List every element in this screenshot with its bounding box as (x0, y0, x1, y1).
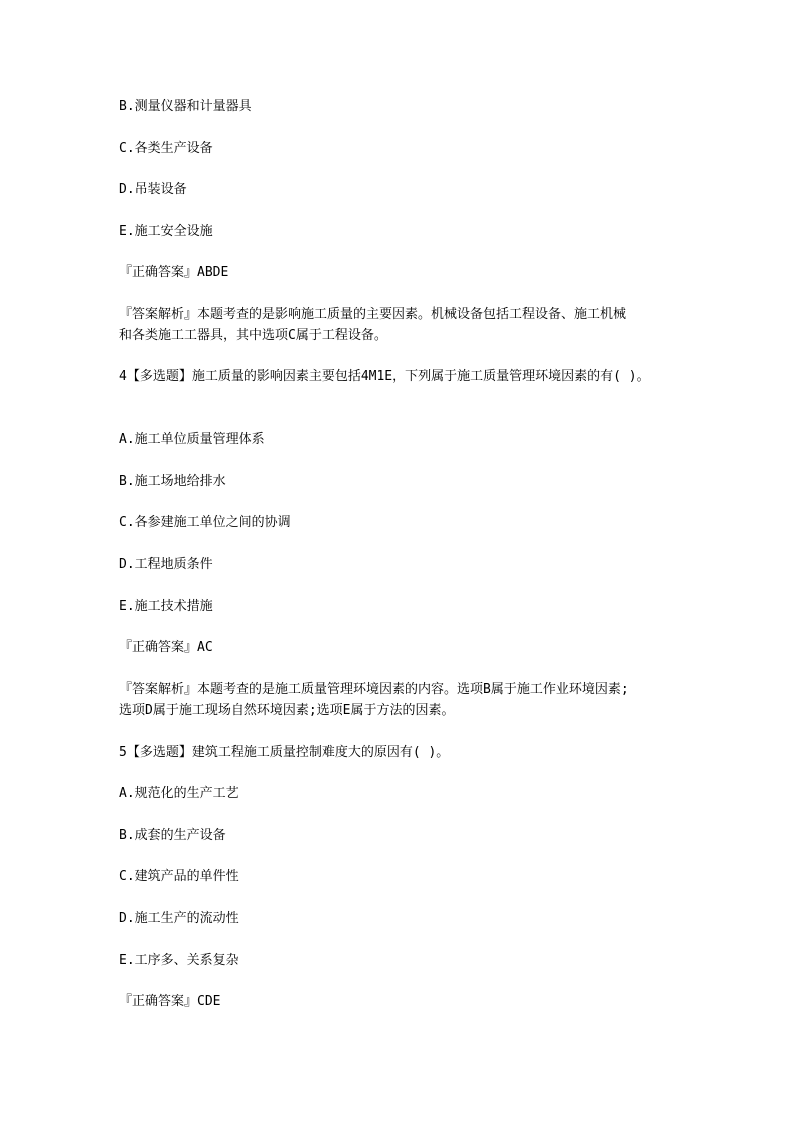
q5-answer: 『正确答案』CDE (119, 994, 221, 1009)
q5-option-d: D.施工生产的流动性 (119, 911, 239, 926)
q4-option-e: E.施工技术措施 (119, 599, 213, 614)
q3-answer: 『正确答案』ABDE (119, 265, 229, 280)
q3-option-b: B.测量仪器和计量器具 (119, 99, 252, 114)
q4-question: 4【多选题】施工质量的影响因素主要包括4M1E，下列属于施工质量管理环境因素的有( )。 (119, 369, 650, 384)
q5-question: 5【多选题】建筑工程施工质量控制难度大的原因有( )。 (119, 745, 450, 760)
q4-answer: 『正确答案』AC (119, 640, 213, 655)
q4-explanation-line-1: 『答案解析』本题考查的是施工质量管理环境因素的内容。选项B属于施工作业环境因素; (119, 682, 629, 697)
q4-explanation-line-2: 选项D属于施工现场自然环境因素;选项E属于方法的因素。 (119, 703, 455, 718)
q4-option-c: C.各参建施工单位之间的协调 (119, 515, 291, 530)
q5-option-a: A.规范化的生产工艺 (119, 786, 239, 801)
q3-option-d: D.吊装设备 (119, 182, 187, 197)
q4-option-b: B.施工场地给排水 (119, 474, 226, 489)
q4-option-a: A.施工单位质量管理体系 (119, 432, 265, 447)
q3-option-e: E.施工安全设施 (119, 224, 213, 239)
q4-option-d: D.工程地质条件 (119, 557, 213, 572)
q3-explanation-line-1: 『答案解析』本题考查的是影响施工质量的主要因素。机械设备包括工程设备、施工机械 (119, 307, 627, 322)
q5-option-c: C.建筑产品的单件性 (119, 869, 239, 884)
q3-option-c: C.各类生产设备 (119, 141, 213, 156)
q5-option-e: E.工序多、关系复杂 (119, 953, 239, 968)
q3-explanation-line-2: 和各类施工工器具，其中选项C属于工程设备。 (119, 328, 387, 343)
q5-option-b: B.成套的生产设备 (119, 828, 226, 843)
